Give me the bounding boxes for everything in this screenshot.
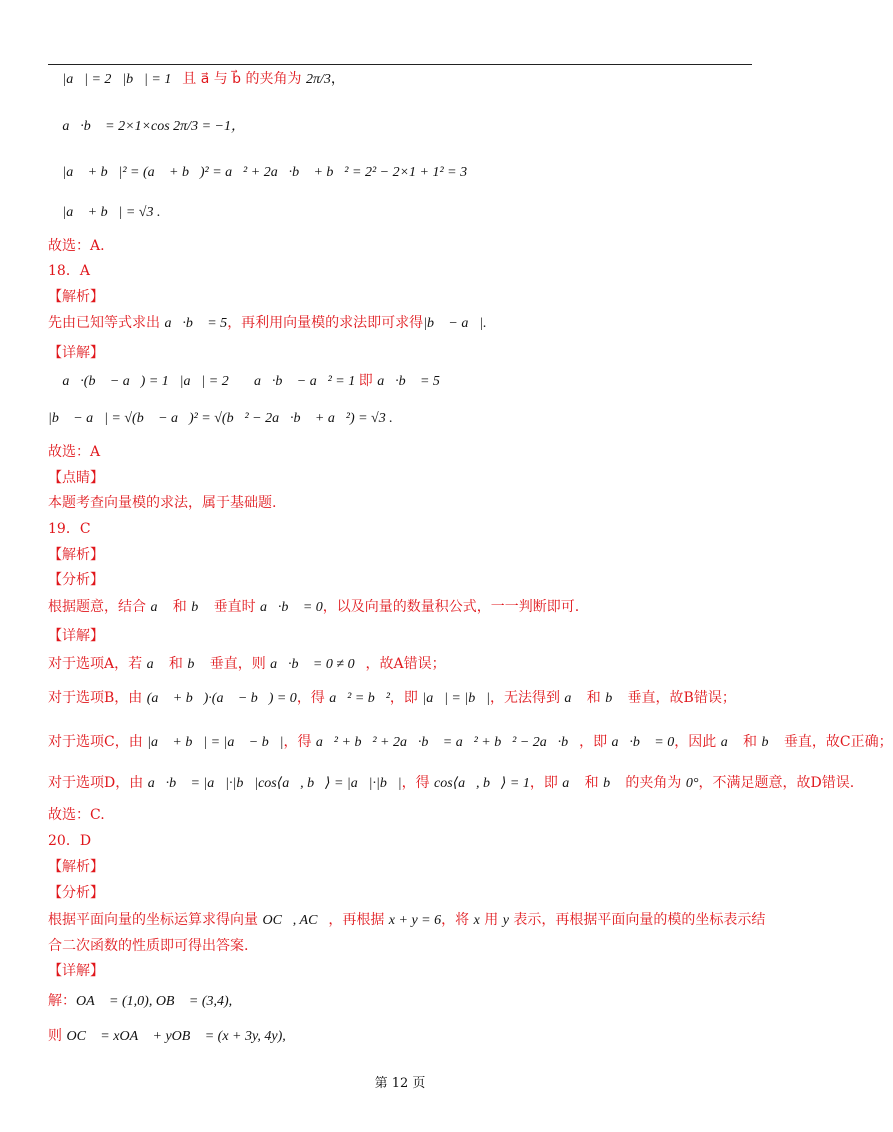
text-line (48, 469, 104, 487)
math-expression: a⃗ (564, 691, 583, 706)
text-line (48, 962, 104, 980)
text-run: ，得 (401, 775, 435, 791)
text-line (48, 992, 232, 1011)
math-expression: 0° (685, 776, 699, 791)
math-expression: cos⟨a⃗, b⃗⟩ = 1 (434, 776, 530, 791)
text-line (48, 262, 90, 280)
math-expression: a⃗·b⃗ = 0 (611, 735, 675, 750)
text-line (48, 832, 91, 850)
math-expression: ∴ |a⃗ + b⃗| = √3 . (48, 205, 161, 220)
text-line (48, 409, 393, 428)
text-run: ，即 (579, 734, 612, 750)
text-run: ， (330, 71, 345, 87)
math-expression: a⃗ (720, 735, 739, 750)
text-line (48, 344, 104, 362)
text-line (48, 117, 245, 136)
text-run: 则 (48, 1028, 67, 1044)
text-run: 和 (738, 734, 762, 750)
math-expression: a⃗·b⃗ = 5 (164, 316, 228, 331)
math-expression: OA⃗ = (1,0), OB⃗ = (3,4), (76, 994, 233, 1009)
text-line (48, 520, 91, 538)
text-run: 故选：C. (48, 807, 105, 823)
text-run: 垂直，故C正确； (779, 734, 893, 750)
text-line (48, 443, 100, 461)
math-expression: OC⃗, AC⃗ (262, 913, 329, 928)
text-line (48, 288, 104, 306)
text-run: ，即 (529, 775, 563, 791)
text-run: 18．A (48, 263, 90, 279)
text-run: 和 (582, 690, 606, 706)
math-expression: a⃗·b⃗ = 0 (260, 600, 323, 615)
text-line (48, 733, 893, 752)
text-run: 垂直时 (209, 599, 261, 615)
text-run: 根据题意，结合 (48, 599, 151, 615)
text-run: 对于选项B，由 (48, 690, 147, 706)
math-expression: ∵ |a⃗| = 2，|b⃗| = 1， (48, 72, 183, 87)
text-line (48, 774, 854, 793)
math-expression: y (502, 913, 509, 928)
text-run: 本题考查向量模的求法，属于基础题. (48, 495, 277, 511)
math-expression: a⃗² + b⃗² + 2a⃗·b⃗ = a⃗² + b⃗² − 2a⃗·b⃗ (315, 735, 580, 750)
text-run: 根据平面向量的坐标运算求得向量 (48, 912, 263, 928)
math-expression: b⃗ (761, 735, 780, 750)
math-expression: b⃗ (191, 600, 210, 615)
text-run: 先由已知等式求出 (48, 315, 165, 331)
text-line (48, 571, 104, 589)
text-run: 和 (168, 599, 192, 615)
math-expression: b⃗ (605, 691, 624, 706)
math-expression: a⃗·b⃗ = 0 ≠ 0⃗ (270, 657, 366, 672)
math-expression: a⃗ (150, 600, 169, 615)
text-line (48, 494, 276, 512)
math-expression: a⃗ (146, 657, 165, 672)
text-run: ，得 (296, 690, 330, 706)
text-line (48, 70, 345, 89)
text-line (48, 806, 105, 824)
math-expression: |b⃗ − a⃗|. (423, 316, 487, 331)
text-run: 【解析】 (48, 289, 104, 305)
text-line (48, 858, 104, 876)
text-run: ，将 (441, 912, 474, 928)
text-run: 故选：A (48, 444, 101, 460)
text-run: 用 (479, 912, 503, 928)
text-run: ，得 (283, 734, 316, 750)
text-run: 【解析】 (48, 859, 104, 875)
text-line (48, 546, 104, 564)
text-line (48, 314, 487, 333)
text-run: 解： (48, 993, 76, 1009)
math-expression: a⃗·b⃗ = |a⃗|·|b⃗|cos⟨a⃗, b⃗⟩ = |a⃗|·|b⃗| (147, 776, 402, 791)
math-expression: OC⃗ = xOA⃗ + yOB⃗ = (x + 3y, 4y), (66, 1029, 286, 1044)
page-number: 第 12 页 (374, 1076, 426, 1091)
text-run: 和 (164, 656, 188, 672)
text-line (48, 163, 478, 182)
text-run: 【详解】 (48, 345, 104, 361)
text-line (48, 203, 160, 222)
text-run: 表示，再根据平面向量的模的坐标表示结 (508, 912, 766, 928)
text-line (48, 689, 736, 708)
text-line (48, 884, 104, 902)
text-run: 合二次函数的性质即可得出答案. (48, 938, 249, 954)
math-expression: ∴ a⃗·b⃗ = 2×1×cos 2π/3 = −1， (48, 119, 245, 134)
math-expression: |a⃗| = |b⃗| (422, 691, 490, 706)
text-run: ，再根据 (328, 912, 389, 928)
math-expression: ∴ |a⃗ + b⃗|² = (a⃗ + b⃗)² = a⃗² + 2a⃗·b⃗ + b⃗² = 2² − 2×1 + 1² = 3， (48, 165, 479, 180)
text-line (48, 627, 104, 645)
text-run: ，故A错误； (365, 656, 446, 672)
text-run: 垂直，故B错误； (623, 690, 736, 706)
text-run: 【详解】 (48, 963, 104, 979)
text-run: 【详解】 (48, 628, 104, 644)
text-run: ，因此 (674, 734, 721, 750)
text-run: ，再利用向量模的求法即可求得 (227, 315, 424, 331)
text-run: 【解析】 (48, 547, 104, 563)
text-run: ，不满足题意，故D错误. (698, 775, 855, 791)
math-expression: |b⃗ − a⃗| = √(b⃗ − a⃗)² = √(b⃗² − 2a⃗·b⃗ + a⃗²) = √3 . (48, 411, 393, 426)
text-run: 【点睛】 (48, 470, 104, 486)
math-expression: a⃗ (562, 776, 581, 791)
math-expression: 2π/3 (305, 72, 331, 87)
text-run: 的夹角为 (620, 775, 686, 791)
text-run: 和 (580, 775, 604, 791)
text-run: ，以及向量的数量积公式，一一判断即可. (322, 599, 580, 615)
text-run: 对于选项D，由 (48, 775, 148, 791)
text-run: 即 (358, 373, 378, 389)
header-rule (48, 64, 752, 65)
math-expression: x (473, 913, 480, 928)
math-expression: |a⃗ + b⃗| = |a⃗ − b⃗| (147, 735, 284, 750)
math-expression: x + y = 6 (388, 913, 442, 928)
text-run: 垂直，则 (205, 656, 271, 672)
text-line (48, 911, 765, 930)
text-line (48, 655, 446, 674)
text-run: ，无法得到 (489, 690, 565, 706)
math-expression: a⃗² = b⃗² (329, 691, 390, 706)
text-run: 【分析】 (48, 572, 104, 588)
text-run: 故选：A. (48, 238, 105, 254)
text-line (48, 1027, 286, 1046)
math-expression: b⃗ (187, 657, 206, 672)
text-run: 20．D (48, 833, 92, 849)
math-expression: ∵ a⃗·(b⃗ − a⃗) = 1，|a⃗| = 2，∴ a⃗·b⃗ − a⃗² = 1 (48, 374, 359, 389)
math-expression: a⃗·b⃗ = 5， (377, 374, 451, 389)
text-run: ，即 (389, 690, 423, 706)
text-run: 对于选项C，由 (48, 734, 148, 750)
text-run: 【分析】 (48, 885, 104, 901)
text-line (48, 937, 248, 955)
text-line (48, 372, 451, 391)
text-line (48, 237, 105, 255)
text-run: 19．C (48, 521, 91, 537)
math-expression: (a⃗ + b⃗)·(a⃗ − b⃗) = 0 (146, 691, 297, 706)
text-line (48, 598, 579, 617)
text-run: 对于选项A，若 (48, 656, 147, 672)
text-run: 且 a⃗ 与 b⃗ 的夹角为 (182, 71, 306, 87)
math-expression: b⃗ (603, 776, 621, 791)
